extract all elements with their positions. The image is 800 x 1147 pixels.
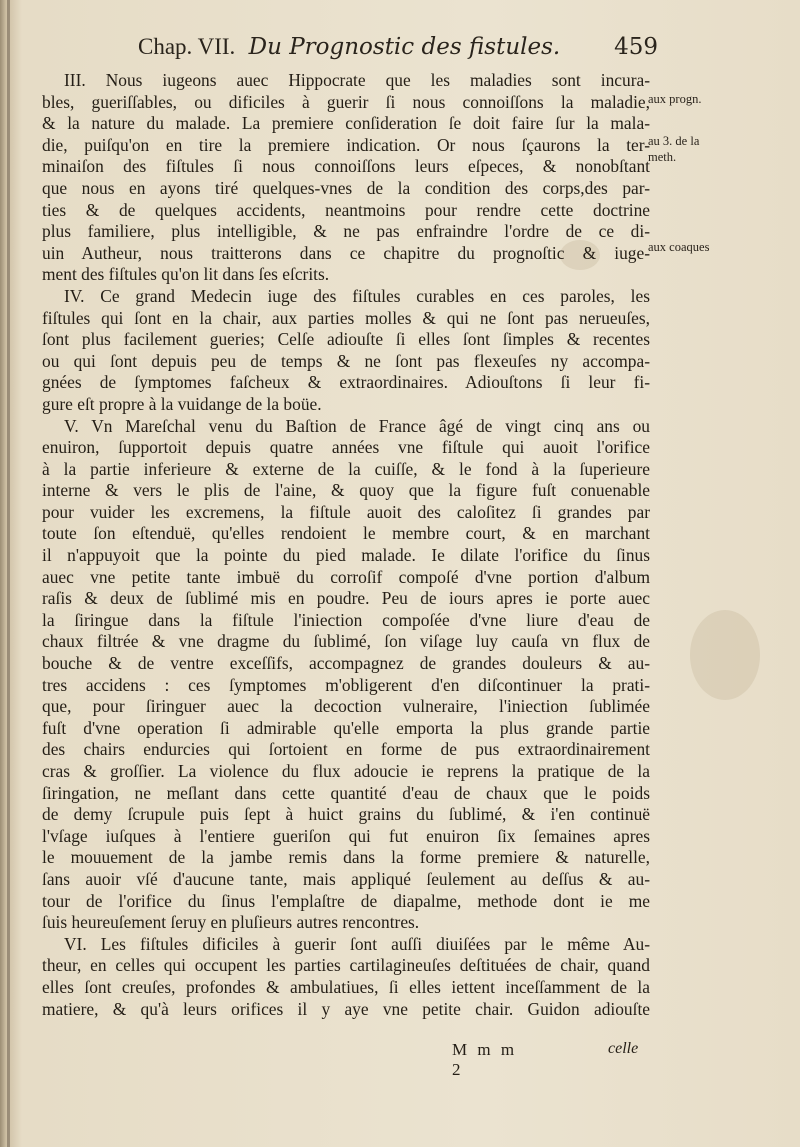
text-line: theur, en celles qui occupent les parties cartilagineuſes deſtituées de chair, quand: [42, 955, 650, 976]
text-line: il n'appuyoit que la pointe du pied malade. Ie dilate l'orifice du ſinus: [42, 545, 650, 566]
text-line: VI. Les fiſtules dificiles à guerir ſont auſſi diuiſées par le même Au-: [64, 933, 650, 954]
text-line: raſis & deux de ſublimé mis en poudre. Peu de iours apres ie porte auec: [42, 588, 650, 609]
page-gutter: [7, 0, 10, 1147]
text-line: le mouuement de la jambe remis dans la forme premiere & naturelle,: [42, 847, 650, 868]
text-line: V. Vn Mareſchal venu du Baſtion de France âgé de vingt cinq ans ou: [64, 415, 650, 436]
catchword: celle: [608, 1040, 639, 1057]
text-line: ſans auoir vſé d'aucune tante, mais appliqué ſeulement au deſſus & au-: [42, 868, 650, 889]
text-line: & la nature du malade. La premiere conſideration ſe doit faire ſur la mala-: [42, 113, 650, 134]
text-line: IV. Ce grand Medecin iuge des fiſtules curables en ces paroles, les: [64, 285, 650, 306]
margin-note: aux progn.: [648, 92, 702, 106]
text-line: bles, gueriſſables, ou dificiles à guerir ſi nous connoiſſons la maladie,: [42, 91, 650, 112]
margin-note: aux coaques: [648, 240, 710, 254]
chapter-title: Du Prognostic des fistules.: [248, 34, 561, 60]
text-line: ou qui ſont depuis peu de temps & ne ſont pas flexeuſes ny accompa-: [42, 350, 650, 371]
text-line: tour de l'orifice du ſinus l'emplaſtre de diapalme, methode dont ie me: [42, 890, 650, 911]
text-line: la ſiringue dans la fiſtule l'iniection compoſée d'vne liure d'eau de: [42, 609, 650, 630]
text-line: cras & groſſier. La violence du flux adoucie ie reprens la pratique de la: [42, 761, 650, 781]
text-line: que nous en ayons tiré quelques-vnes de la condition des corps,des par-: [42, 177, 650, 198]
text-line: fuſt d'vne operation ſi admirable qu'elle emporta la plus grande partie: [42, 717, 650, 738]
running-head: [138, 34, 658, 68]
text-line: enuiron, ſupportoit depuis quatre années vne fiſtule qui auoit l'orifice: [42, 437, 650, 458]
text-line: que, pour ſiringuer auec la decoction vulneraire, l'iniection ſublimée: [42, 696, 650, 717]
text-line: chaux filtrée & vne dragme du ſublimé, ſon viſage luy cauſa vn flux de: [42, 631, 650, 652]
text-line: gure eſt propre à la vuidange de la boüe.: [42, 393, 322, 414]
margin-note: au 3. de la: [648, 134, 700, 148]
text-line: III. Nous iugeons auec Hippocrate que les maladies sont incura-: [64, 70, 650, 90]
text-line: bouche & de ventre exceſſifs, accompagnez de grandes douleurs & au-: [42, 653, 650, 674]
text-line: elles ſont creuſes, profondes & ambulatiues, ſi elles iettent inceſſamment de la: [42, 976, 650, 997]
text-line: ties & de quelques accidents, neantmoins pour rendre cette doctrine: [42, 199, 650, 220]
text-line: minaiſon des fiſtules ſi nous connoiſſons leurs eſpeces, & nonobſtant: [42, 156, 650, 177]
text-line: ſont plus facilement gueries; Celſe adiouſte ſi elles ſont ſimples & recentes: [42, 329, 650, 350]
margin-note: meth.: [648, 150, 677, 164]
text-line: tres accidens : ces ſymptomes m'obligerent d'en diſcontinuer la prati-: [42, 674, 650, 695]
text-line: l'vſage iuſques à l'entiere gueriſon qui fut enuiron ſix ſemaines apres: [42, 825, 650, 846]
text-line: ment des fiſtules qu'on lit dans ſes eſcrits.: [42, 264, 330, 285]
chapter-label: Chap. VII.: [138, 34, 236, 59]
text-line: toute ſon eſtenduë, qu'elles rendoient le membre court, & en marchant: [42, 523, 650, 544]
text-line: interne & vers le plis de l'aine, & quoy que la figure fuſt conuenable: [42, 480, 650, 501]
text-line: matiere, & qu'à leurs orifices il y aye vne petite chair. Guidon adiouſte: [42, 998, 650, 1019]
text-line: ſiringation, ne meſlant dans cette quantité d'eau de chaux que le poids: [42, 782, 650, 803]
text-line: pour vuider les excremens, la fiſtule auoit des caloſitez ſi grandes par: [42, 501, 650, 522]
text-line: de demy ſcrupule puis ſept à huict grains du ſublimé, & i'en continuë: [42, 804, 650, 825]
page-number: 459: [614, 34, 658, 60]
paper-stain: [690, 610, 760, 700]
text-line: die, puiſqu'on en tire la premiere indication. Or nous ſçaurons la ter-: [42, 134, 650, 155]
text-line: des chairs endurcies qui ſortoient en forme de pus extraordinairement: [42, 739, 650, 760]
text-line: gnées de ſymptomes faſcheux & extraordinaires. Adiouſtons ſi leur fi-: [42, 372, 650, 393]
text-line: à la partie inferieure & externe de la cuiſſe, & le fond à la ſuperieure: [42, 458, 650, 479]
text-line: fiſtules qui ſont en la chair, aux parties molles & qui ne ſont pas nerueuſes,: [42, 307, 650, 328]
signature-mark: M m m 2: [452, 1040, 518, 1079]
text-line: auec vne petite tante imbuë du corroſif compoſé d'vne portion d'album: [42, 566, 650, 587]
text-line: uin Autheur, nous traitterons dans ce chapitre du prognoſtic & iuge-: [42, 242, 650, 263]
text-line: plus familiere, plus intelligible, & ne pas enfraindre l'ordre de ce di-: [42, 221, 650, 242]
text-line: ſuis heureuſement ſeruy en pluſieurs autres rencontres.: [42, 912, 420, 933]
body-text: [42, 70, 650, 1020]
